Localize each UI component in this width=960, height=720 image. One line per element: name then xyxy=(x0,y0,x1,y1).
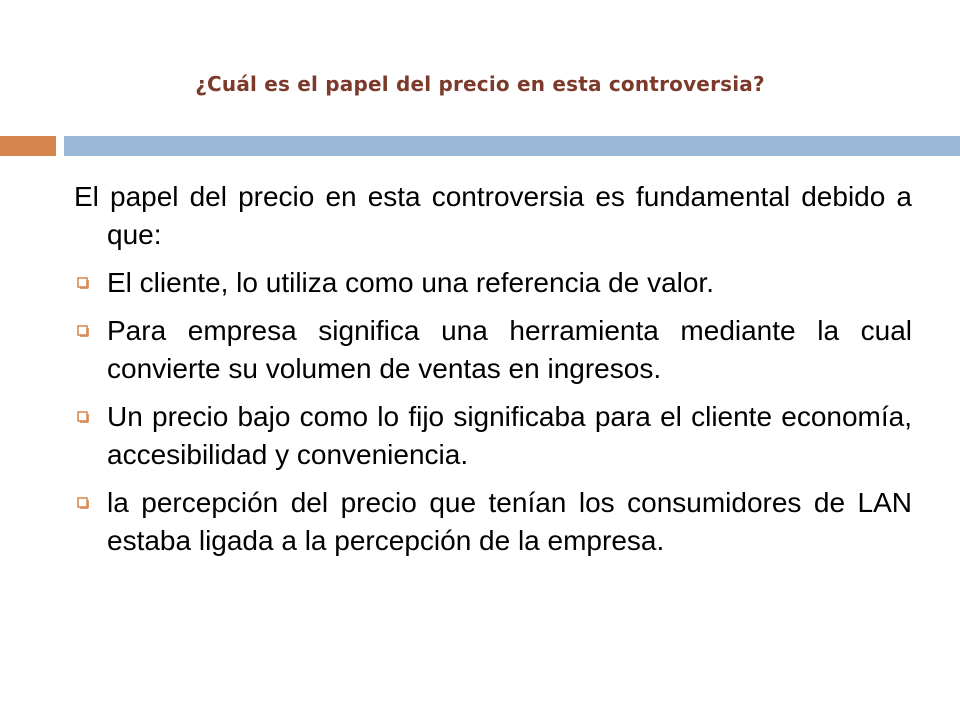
bullet-text: Para empresa significa una herramienta mediante la cual convierte su volumen de ventas en ingresos. xyxy=(107,315,912,384)
intro-paragraph: El papel del precio en esta controversia es fundamental debido a que: xyxy=(74,181,912,250)
slide-body xyxy=(74,178,912,570)
hollow-square-bullet-icon xyxy=(77,497,89,509)
hollow-square-bullet-icon xyxy=(77,325,89,337)
bullet-item-1 xyxy=(74,264,912,302)
accent-bar-orange xyxy=(0,136,56,156)
bullet-item-2 xyxy=(74,312,912,388)
bullet-text: Un precio bajo como lo fijo significaba para el cliente economía, accesibilidad y conveniencia. xyxy=(107,401,912,470)
hollow-square-bullet-icon xyxy=(77,277,89,289)
bullet-item-3 xyxy=(74,398,912,474)
hollow-square-bullet-icon xyxy=(77,411,89,423)
slide-title: ¿Cuál es el papel del precio en esta controversia? xyxy=(195,72,765,96)
bullet-text: la percepción del precio que tenían los consumidores de LAN estaba ligada a la percepción de la empresa. xyxy=(107,487,912,556)
accent-bar-blue xyxy=(64,136,960,156)
bullet-text: El cliente, lo utiliza como una referencia de valor. xyxy=(107,267,714,298)
bullet-item-4 xyxy=(74,484,912,560)
